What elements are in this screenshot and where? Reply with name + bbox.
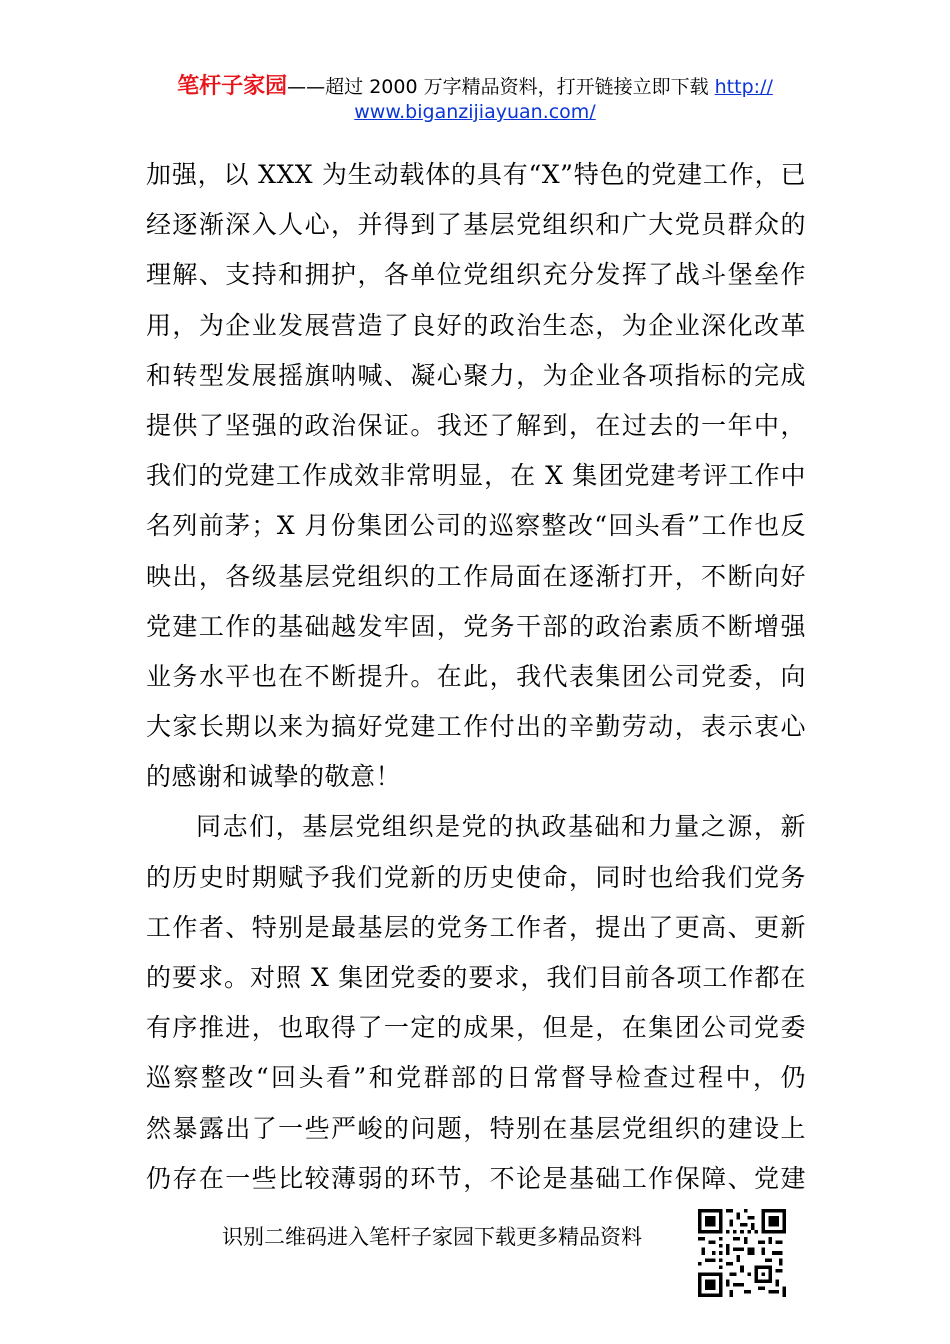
- document-body: [146, 150, 806, 1204]
- body-line: 和转型发展摇旗呐喊、凝心聚力，为企业各项指标的完成: [146, 360, 806, 390]
- body-line: 提供了坚强的政治保证。我还了解到，在过去的一年中，: [146, 410, 806, 440]
- body-line: 用，为企业发展营造了良好的政治生态，为企业深化改革: [146, 310, 806, 340]
- body-line: 同志们，基层党组织是党的执政基础和力量之源，新: [196, 812, 806, 842]
- brand-name: 笔杆子家园: [177, 74, 288, 99]
- body-line: 理解、支持和拥护，各单位党组织充分发挥了战斗堡垒作: [146, 260, 806, 290]
- header-line-1: [0, 74, 950, 100]
- body-line: 名列前茅；X 月份集团公司的巡察整改“回头看”工作也反: [146, 511, 806, 541]
- body-line: 然暴露出了一些严峻的问题，特别在基层党组织的建设上: [146, 1113, 806, 1143]
- header-line-2: [0, 100, 950, 125]
- body-line: 的历史时期赋予我们党新的历史使命，同时也给我们党务: [146, 862, 806, 892]
- body-line: 工作者、特别是最基层的党务工作者，提出了更高、更新: [146, 912, 806, 942]
- body-line: 的感谢和诚挚的敬意！: [146, 762, 402, 792]
- website-link-part-2[interactable]: www.biganzijiayuan.com/: [354, 101, 596, 123]
- body-line: 加强，以 XXX 为生动载体的具有“X”特色的党建工作，已: [146, 160, 806, 189]
- page-header: [0, 74, 950, 125]
- body-line: 仍存在一些比较薄弱的环节，不论是基础工作保障、党建: [146, 1163, 806, 1193]
- header-tagline: ——超过 2000 万字精品资料，打开链接立即下载: [287, 76, 715, 98]
- body-line: 的要求。对照 X 集团党委的要求，我们目前各项工作都在: [146, 963, 806, 992]
- website-link-part-1[interactable]: http://: [714, 76, 773, 98]
- qr-code-icon[interactable]: [698, 1209, 786, 1297]
- footer-caption: 识别二维码进入笔杆子家园下载更多精品资料: [222, 1225, 642, 1249]
- body-line: 党建工作的基础越发牢固，党务干部的政治素质不断增强: [146, 611, 806, 641]
- body-line: 大家长期以来为搞好党建工作付出的辛勤劳动，表示衷心: [146, 712, 806, 742]
- body-line: 映出，各级基层党组织的工作局面在逐渐打开，不断向好: [146, 561, 806, 591]
- body-line: 业务水平也在不断提升。在此，我代表集团公司党委，向: [146, 661, 806, 691]
- body-line: 我们的党建工作成效非常明显，在 X 集团党建考评工作中: [146, 461, 806, 491]
- body-line: 经逐渐深入人心，并得到了基层党组织和广大党员群众的: [146, 210, 806, 240]
- body-line: 有序推进，也取得了一定的成果，但是，在集团公司党委: [146, 1013, 806, 1043]
- body-line: 巡察整改“回头看”和党群部的日常督导检查过程中，仍: [146, 1063, 806, 1093]
